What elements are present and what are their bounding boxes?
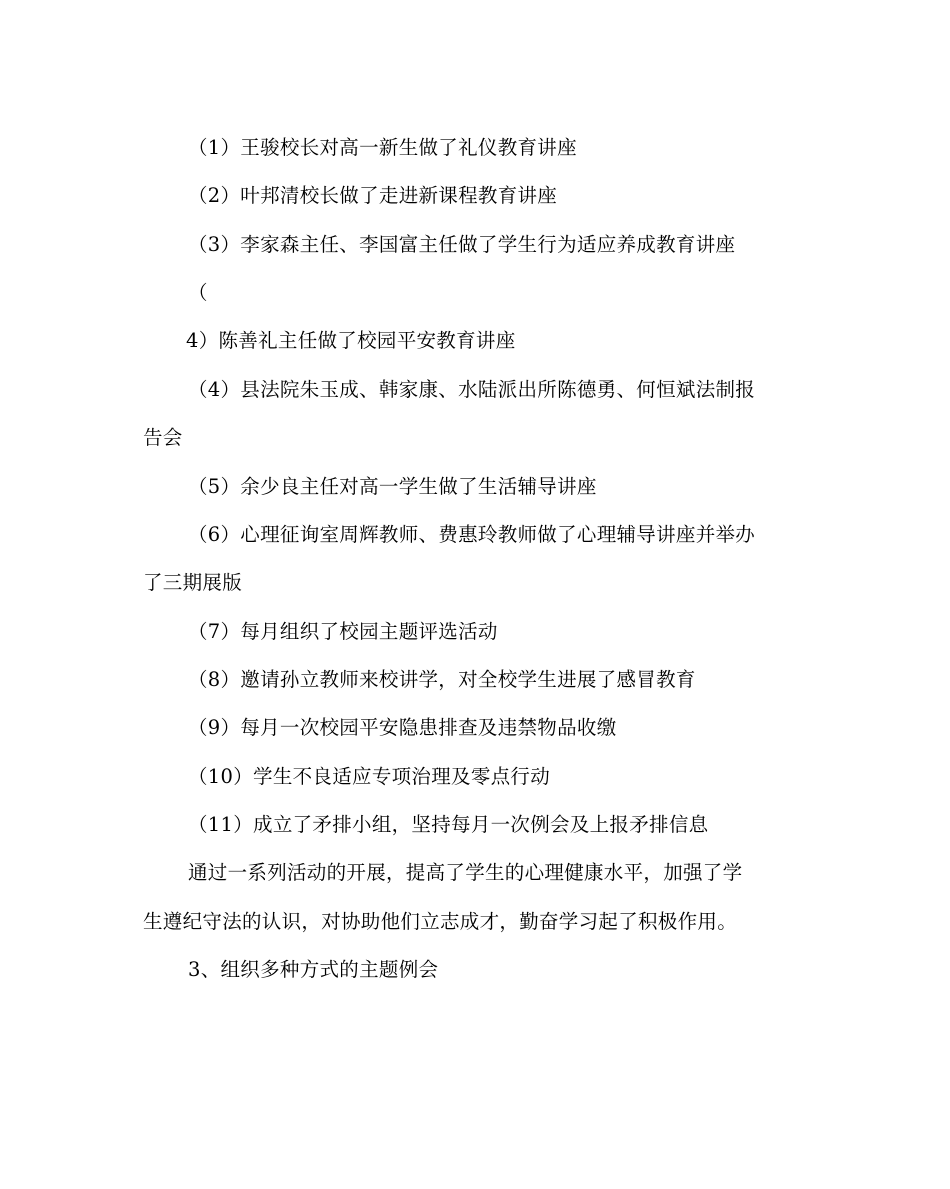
list-item-4-text: 4）陈善礼主任做了校园平安教育讲座 [186,329,516,352]
section-heading: 3、组织多种方式的主题例会 [188,958,439,981]
list-item-4-open-paren: （ [188,281,208,304]
list-item-3: （3）李家森主任、李国富主任做了学生行为适应养成教育讲座 [188,233,736,256]
list-item-6-continued: 了三期展版 [143,571,243,594]
summary-paragraph-line-2: 生遵纪守法的认识，对协助他们立志成才，勤奋学习起了积极作用。 [143,910,738,933]
list-item-7: （7）每月组织了校园主题评选活动 [188,620,498,643]
list-item-8: （8）邀请孙立教师来校讲学，对全校学生进展了感冒教育 [188,668,696,691]
list-item-1: （1）王骏校长对高一新生做了礼仪教育讲座 [188,136,577,159]
list-item-4b: （4）县法院朱玉成、韩家康、水陆派出所陈德勇、何恒斌法制报 [188,378,756,401]
list-item-11: （11）成立了矛排小组，坚持每月一次例会及上报矛排信息 [188,813,709,836]
list-item-5: （5）余少良主任对高一学生做了生活辅导讲座 [188,475,597,498]
list-item-9: （9）每月一次校园平安隐患排查及违禁物品收缴 [188,716,617,739]
list-item-10: （10）学生不良适应专项治理及零点行动 [188,765,551,788]
list-item-4b-continued: 告会 [143,426,183,449]
list-item-2: （2）叶邦清校长做了走进新课程教育讲座 [188,184,558,207]
summary-paragraph-line-1: 通过一系列活动的开展，提高了学生的心理健康水平，加强了学 [188,861,743,884]
list-item-6: （6）心理征询室周辉教师、费惠玲教师做了心理辅导讲座并举办 [188,523,756,546]
